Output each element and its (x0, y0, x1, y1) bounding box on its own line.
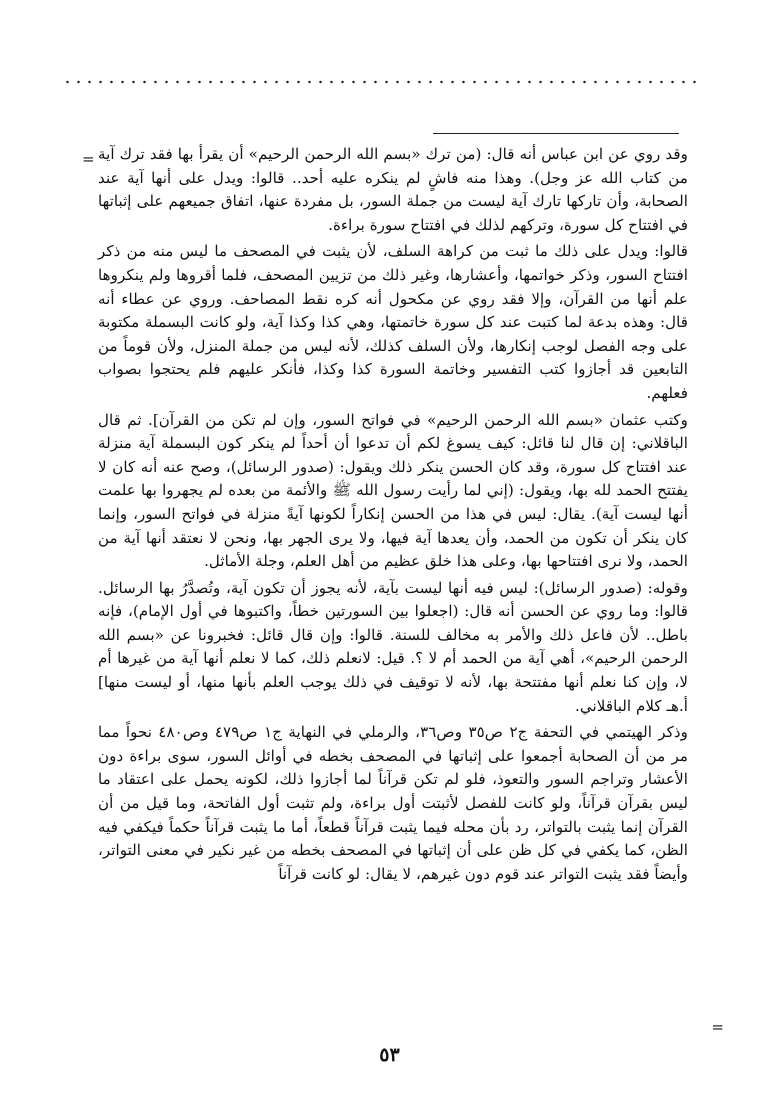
continuation-mark-bottom: = (711, 1018, 723, 1036)
footnote-rule (433, 133, 679, 134)
header-dotted-line (62, 80, 702, 84)
footnote-body (98, 143, 688, 889)
paragraph-ibn-abbas: وقد روي عن ابن عباس أنه قال: (من ترك «بسم الله الرحمن الرحيم» أن يقرأ بها فقد ترك آية من كتاب الله عز وجل). وهذا منه فاشٍ لم ينكره عليه أحد.. قالوا: ويدل على أنها آية عند الصحابة، وأن تاركها تارك آية ليست من جملة السور، بل مفردة عنها، اتفاق جميعهم على إثباتها في افتتاح كل سورة، وتركهم لذلك في افتتاح سورة براءة. (98, 145, 688, 234)
paragraph-rasail: وقوله: (صدور الرسائل): ليس فيه أنها ليست بآية، لأنه يجوز أن تكون آية، وتُصدَّرُ بها الرسائل. قالوا: وما روي عن الحسن أنه قال: (اجعلوا بين السورتين خطاً، واكتبوها في أول الإمام)، فإنه باطل.. لأن فاعل ذلك والأمر به مخالف للسنة. قالوا: وإن قال قائل: فخبرونا عن «بسم الله الرحمن الرحيم»، أهي آية من الحمد أم لا ؟. قيل: لانعلم ذلك، كما لا نعلم أنها آية من غيرها أم لا، وإن كنا نعلم أنها مفتتحة بها، لأنه لا توقيف في ذلك يوجب العلم بأنها منها، أو ليست منها] أ.هـ كلام الباقلاني. (98, 578, 688, 715)
continuation-mark-top: = (82, 150, 94, 168)
paragraph-haytami: وذكر الهيتمي في التحفة ج٢ ص٣٥ وص٣٦، والرملي في النهاية ج١ ص٤٧٩ وص٤٨٠ نحواً مما مر من أن الصحابة أجمعوا على إثباتها في المصحف بخطه في أوائل السور، سوى براءة دون الأعشار وتراجم السور والتعوذ، فلو لم تكن قرآناً لما أجازوا ذلك، لكونه يحمل على اعتقاد ما ليس بقرآن قرآناً، ولو كانت للفصل لأثبتت أول براءة، ولم تثبت أول الفاتحة، وما قيل من أن القرآن إنما يثبت بالتواتر، رد بأن محله فيما يثبت قرآناً قطعاً، أما ما يثبت قرآناً حكماً فيكفي فيه الظن، كما يكفي في كل ظن على أن إثباتها في المصحف بخطه من غير نكير في معنى التواتر، وأيضاً فقد يثبت التواتر عند قوم دون غيرهم، لا يقال: لو كانت قرآناً (98, 723, 688, 883)
paragraph-uthman: وكتب عثمان «بسم الله الرحمن الرحيم» في فواتح السور، وإن لم تكن من القرآن]. ثم قال الباقلاني: إن قال لنا قائل: كيف يسوغ لكم أن تدعوا أن أحداً لم ينكر كون البسملة آية منزلة عند افتتاح كل سورة، وقد كان الحسن ينكر ذلك ويقول: (صدور الرسائل)، وصح عنه أنه كان لا يفتتح الحمد لله بها، ويقول: (إني لما رأيت رسول الله ﷺ والأئمة من بعده لم يجهروا بها علمت أنها ليست آية). يقال: ليس في هذا من الحسن إنكاراً لكونها آيةً منزلة في فواتح السور، وإنما كان ينكر أن تكون من الحمد، وأن يعدها آية فيها، ولا يرى الجهر بها، ونحن لا نعتقد أنها آية من الحمد، ولا نرى افتتاحها بها، وعلى هذا خلق عظيم من أهل العلم، وجلة الأماثل. (98, 410, 688, 571)
paragraph-salaf: قالوا: ويدل على ذلك ما ثبت من كراهة السلف، لأن يثبت في المصحف ما ليس منه من ذكر افتتاح السور، وذكر خواتمها، وأعشارها، وغير ذلك من تزيين المصحف، فلما أقروها ولم ينكروها علم أنها من القرآن، وإلا فقد روي عن مكحول أنه كره نقط المصاحف. وروي عن عطاء أنه قال: وهذه بدعة لما كتبت عند كل سورة خاتمتها، وهي كذا وكذا آية، ولو كانت البسملة مكتوبة على وجه الفصل لوجب إنكارها، ولأن السلف كذلك، لأنه ليس من جملة المنزل، ولأن قوماً من التابعين قد أجازوا كتب التفسير وخاتمة السورة كذا وكذا، فأنكر عليهم فلم يحتجوا بصواب فعلهم. (98, 242, 688, 402)
page-number: ٥٣ (379, 1044, 400, 1066)
